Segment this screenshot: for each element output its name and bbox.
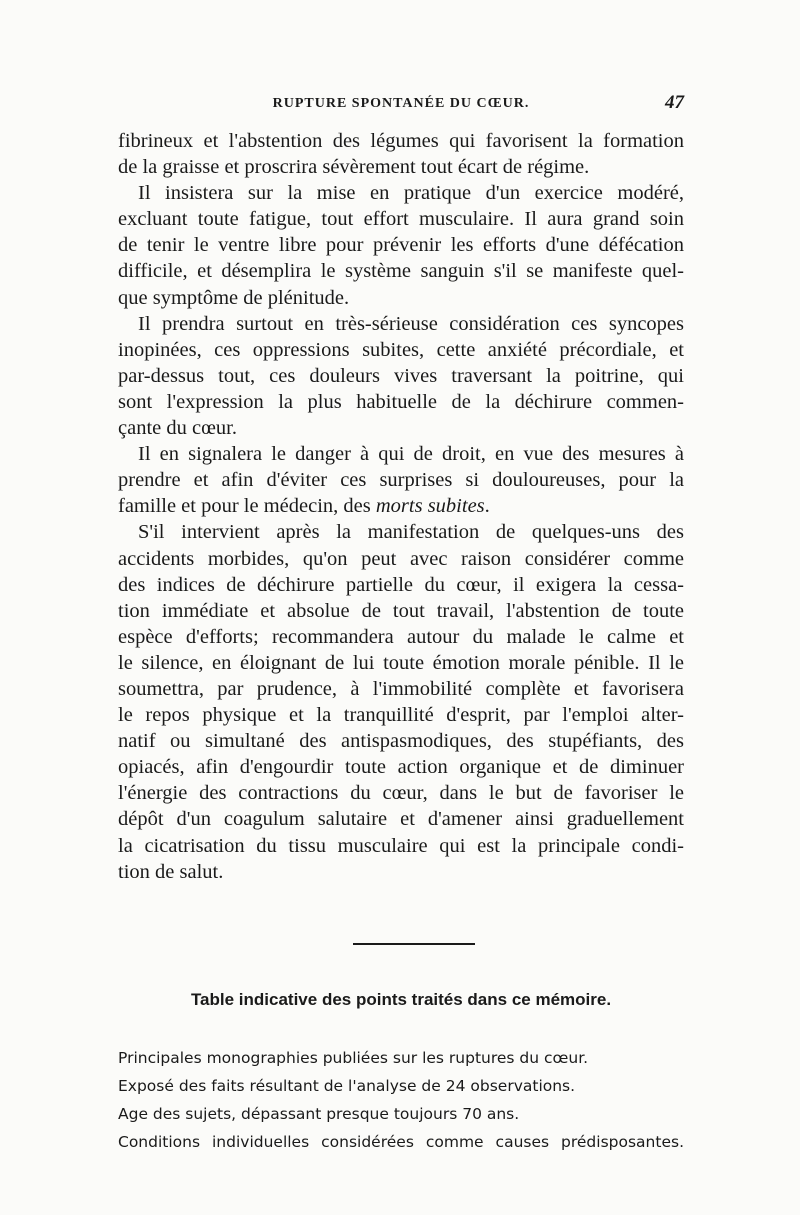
table-of-contents	[118, 1044, 684, 1156]
toc-item: Conditions individuelles considérées comme causes prédisposantes.	[118, 1133, 684, 1151]
text-line: soumettra, par prudence, à l'immobilité complète et favorisera	[118, 677, 684, 700]
running-head	[118, 92, 684, 120]
text-line: le repos physique et la tranquillité d'esprit, par l'emploi alter-	[118, 704, 684, 727]
text-line: Il insistera sur la mise en pratique d'un exercice modéré,	[138, 182, 684, 205]
running-title: RUPTURE SPONTANÉE DU CŒUR.	[272, 96, 530, 111]
text-line: dépôt d'un coagulum salutaire et d'amener ainsi graduellement	[118, 808, 684, 831]
section-divider	[353, 943, 475, 945]
text-line: le silence, en éloignant de lui toute émotion morale pénible. Il le	[118, 651, 684, 674]
toc-item: Principales monographies publiées sur les ruptures du cœur.	[118, 1049, 589, 1067]
body-text	[118, 128, 684, 885]
text-line: çante du cœur.	[118, 417, 237, 440]
text-line: difficile, et désemplira le système sanguin s'il se manifeste quel-	[118, 260, 684, 283]
text-line: natif ou simultané des antispasmodiques, des stupéfiants, des	[118, 730, 684, 753]
text-line: l'énergie des contractions du cœur, dans le but de favoriser le	[118, 782, 684, 805]
text-line-with-italic	[118, 493, 684, 519]
text-line: par-dessus tout, ces douleurs vives traversant la poitrine, qui	[118, 364, 684, 387]
text-line: Il prendra surtout en très-sérieuse considération ces syncopes	[138, 312, 684, 335]
text-line: sont l'expression la plus habituelle de la déchirure commen-	[118, 390, 684, 413]
toc-item: Age des sujets, dépassant presque toujours 70 ans.	[118, 1105, 520, 1123]
text-line: tion immédiate et absolue de tout travail, l'abstention de toute	[118, 599, 684, 622]
text-line-start: famille et pour le médecin, des	[118, 495, 376, 518]
text-line: que symptôme de plénitude.	[118, 286, 350, 309]
page-number: 47	[665, 92, 684, 113]
text-line: fibrineux et l'abstention des légumes qui favorisent la formation	[118, 130, 684, 152]
text-line: accidents morbides, qu'on peut avec raison considérer comme	[118, 547, 684, 570]
text-line: S'il intervient après la manifestation de quelques-uns des	[138, 521, 684, 544]
table-heading: Table indicative des points traités dans ce mémoire.	[190, 990, 612, 1009]
text-line: tion de salut.	[118, 860, 224, 883]
italic-phrase: morts subites	[375, 495, 485, 518]
text-line: opiacés, afin d'engourdir toute action organique et de diminuer	[118, 756, 684, 779]
text-line: excluant toute fatigue, tout effort musculaire. Il aura grand soin	[118, 208, 684, 231]
text-line: prendre et afin d'éviter ces surprises si douloureuses, pour la	[118, 469, 684, 492]
text-line: la cicatrisation du tissu musculaire qui est la principale condi-	[118, 834, 684, 857]
text-line: des indices de déchirure partielle du cœur, il exigera la cessa-	[118, 573, 684, 596]
text-line: espèce d'efforts; recommandera autour du malade le calme et	[118, 625, 684, 648]
text-line-end: .	[484, 495, 490, 518]
text-line: Il en signalera le danger à qui de droit, en vue des mesures à	[138, 443, 684, 466]
text-line: de tenir le ventre libre pour prévenir les efforts d'une défécation	[118, 234, 684, 257]
text-line: inopinées, ces oppressions subites, cette anxiété précordiale, et	[118, 338, 684, 361]
toc-item: Exposé des faits résultant de l'analyse de 24 observations.	[118, 1077, 576, 1095]
text-line: de la graisse et proscrira sévèrement tout écart de régime.	[118, 156, 590, 179]
